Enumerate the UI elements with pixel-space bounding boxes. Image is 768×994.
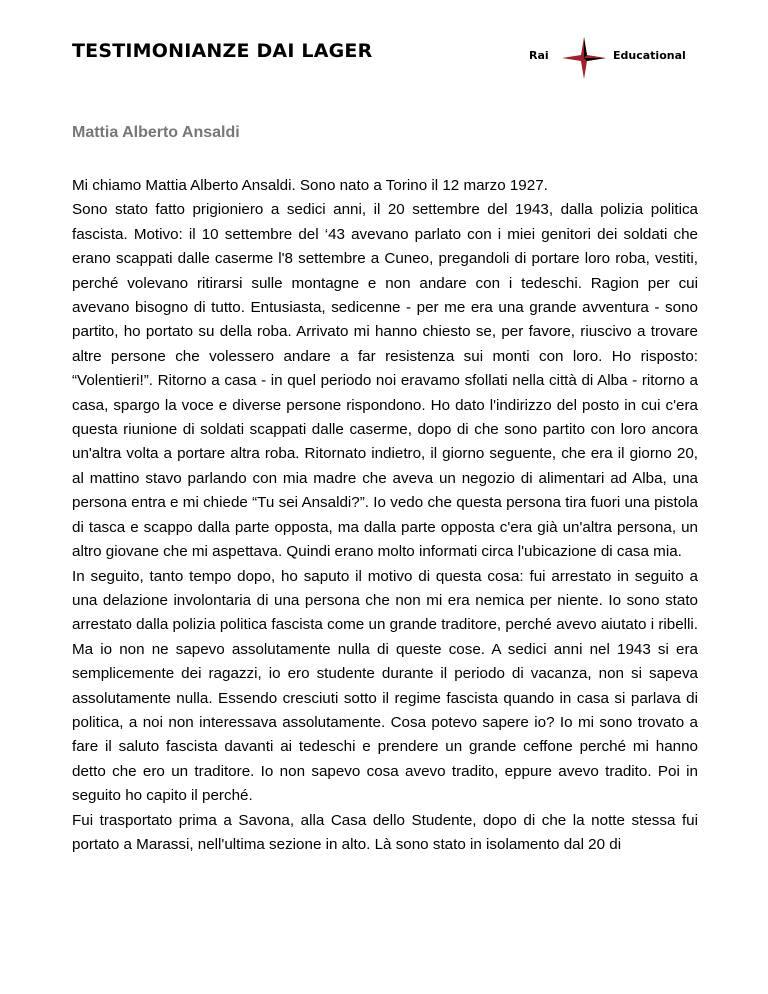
rai-star-logo-icon — [562, 37, 606, 79]
brand-right-label: Educational — [613, 49, 686, 62]
series-title: TESTIMONIANZE DAI LAGER — [72, 40, 373, 62]
testimony-body — [72, 174, 698, 857]
brand-left-label: Rai — [529, 49, 549, 62]
page-header — [0, 0, 768, 90]
brand-logo-block — [529, 37, 699, 79]
paragraph: Mi chiamo Mattia Alberto Ansaldi. Sono nato a Torino il 12 marzo 1927. — [72, 177, 548, 194]
paragraph: Sono stato fatto prigioniero a sedici anni, il 20 settembre del 1943, dalla polizia politica fascista. Motivo: il 10 settembre del ‘43 avevano parlato con i miei genitori dei soldati che erano scappati dalle caserme l'8 settembre a Cuneo, pregandoli di portare loro roba, vestiti, perché volevano ritirarsi sulle montagne e non andare con i tedeschi. Ragion per cui avevano bisogno di tutto. Entusiasta, sedicenne - per me era una grande avventura - sono partito, ho portato su della roba. Arrivato mi hanno chiesto se, per favore, riuscivo a trovare altre persone che volessero andare a far resistenza sui monti con loro. Ho risposto: “Volentieri!”. Ritorno a casa - in quel periodo noi eravamo sfollati nella città di Alba - ritorno a casa, spargo la voce e diverse persone rispondono. Ho dato l'indirizzo del posto in cui c'era questa riunione di soldati scappati dalle caserme, dopo di che sono partito con loro ancora un'altra volta a portare altra roba. Ritornato indietro, il giorno seguente, che era il giorno 20, al mattino stavo parlando con mia madre che aveva un negozio di alimentari ad Alba, una persona entra e mi chiede “Tu sei Ansaldi?”. Io vedo che questa persona tira fuori una pistola di tasca e scappo dalla parte opposta, ma dalla parte opposta c'era già un'altra persona, un altro giovane che mi aspettava. Quindi erano molto informati circa l'ubicazione di casa mia. — [72, 201, 698, 561]
paragraph: In seguito, tanto tempo dopo, ho saputo il motivo di questa cosa: fui arrestato in seguito a una delazione involontaria di una persona che non mi era nemica per niente. Io sono stato arrestato dalla polizia politica fascista come un grande traditore, perché avevo aiutato i ribelli. Ma io non ne sapevo assolutamente nulla di queste cose. A sedici anni nel 1943 si era semplicemente dei ragazzi, io ero studente durante il periodo di vacanza, non si sapeva assolutamente nulla. Essendo cresciuti sotto il regime fascista quando in casa si parlava di politica, a noi non interessava assolutamente. Cosa potevo sapere io? Io mi sono trovato a fare il saluto fascista davanti ai tedeschi e prendere un grande ceffone perché mi hanno detto che ero un traditore. Io non sapevo cosa avevo tradito, eppure avevo tradito. Poi in seguito ho capito il perché. — [72, 567, 698, 805]
paragraph: Fui trasportato prima a Savona, alla Casa dello Studente, dopo di che la notte stessa fui portato a Marassi, nell'ultima sezione in alto. Là sono stato in isolamento dal 20 di — [72, 811, 698, 853]
person-name-heading: Mattia Alberto Ansaldi — [72, 124, 240, 141]
